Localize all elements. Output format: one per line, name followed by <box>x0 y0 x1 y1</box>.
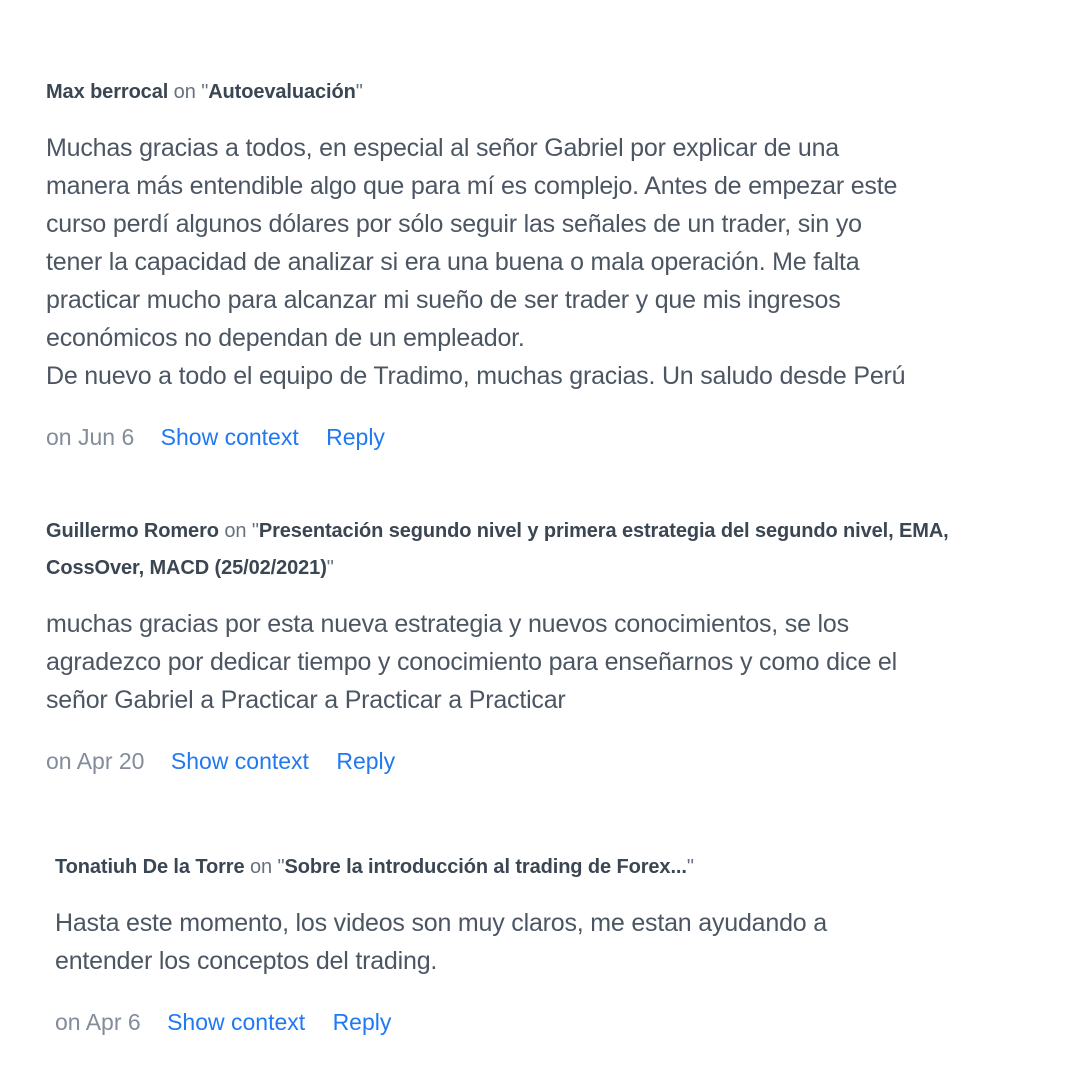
comment-lesson-title: Presentación segundo nivel y primera estrategia del segundo nivel, EMA, CossOver, MACD (25/02/2021) <box>46 520 949 579</box>
comment-body-line: manera más entendible algo que para mí es complejo. Antes de empezar este <box>46 172 898 200</box>
reply-link[interactable]: Reply <box>336 748 396 774</box>
comment-body-line: tener la capacidad de analizar si era una buena o mala operación. Me falta <box>46 248 860 276</box>
comment-lesson-title: Autoevaluación <box>208 81 356 103</box>
comment-header <box>46 513 1011 587</box>
comment-body-line: entender los conceptos del trading. <box>55 947 438 975</box>
comment-item <box>46 74 1030 453</box>
reply-link[interactable]: Reply <box>332 1009 392 1035</box>
open-quote: " <box>251 520 259 542</box>
close-quote: " <box>686 856 694 878</box>
open-quote: " <box>201 81 209 103</box>
comment-item <box>55 849 1030 1038</box>
comment-on-connector: on <box>173 81 196 103</box>
comment-lesson-title: Sobre la introducción al trading de Forex... <box>284 856 687 878</box>
comment-body-line: curso perdí algunos dólares por sólo seguir las señales de un trader, sin yo <box>46 210 862 238</box>
comment-author: Max berrocal <box>46 81 169 103</box>
close-quote: " <box>355 81 363 103</box>
comment-body-line: Muchas gracias a todos, en especial al señor Gabriel por explicar de una <box>46 134 839 162</box>
comment-meta <box>46 745 1030 777</box>
comment-body-line: De nuevo a todo el equipo de Tradimo, muchas gracias. Un saludo desde Perú <box>46 362 906 390</box>
comment-author: Tonatiuh De la Torre <box>55 856 245 878</box>
comment-body-line: Hasta este momento, los videos son muy claros, me estan ayudando a <box>55 909 827 937</box>
comment-body <box>46 605 1021 719</box>
comment-body-line: practicar mucho para alcanzar mi sueño de ser trader y que mis ingresos <box>46 286 841 314</box>
open-quote: " <box>277 856 285 878</box>
comment-item <box>46 513 1030 777</box>
comment-body <box>46 129 1021 395</box>
comment-date: on Apr 20 <box>46 748 145 774</box>
show-context-link[interactable]: Show context <box>167 1009 306 1035</box>
comment-on-connector: on <box>224 520 247 542</box>
comment-body-line: señor Gabriel a Practicar a Practicar a Practicar <box>46 686 566 714</box>
comment-on-connector: on <box>249 856 273 878</box>
show-context-link[interactable]: Show context <box>160 424 299 450</box>
comment-body-line: económicos no dependan de un empleador. <box>46 324 525 352</box>
comment-author: Guillermo Romero <box>46 520 219 542</box>
comment-header <box>46 74 1011 111</box>
comment-meta <box>55 1006 1030 1038</box>
comment-meta <box>46 421 1030 453</box>
comment-header <box>55 849 1020 886</box>
show-context-link[interactable]: Show context <box>170 748 309 774</box>
comment-date: on Jun 6 <box>46 424 135 450</box>
comment-body-line: muchas gracias por esta nueva estrategia y nuevos conocimientos, se los <box>46 610 849 638</box>
reply-link[interactable]: Reply <box>326 424 385 450</box>
comment-body <box>55 904 1030 980</box>
comment-date: on Apr 6 <box>55 1009 141 1035</box>
comment-body-line: agradezco por dedicar tiempo y conocimiento para enseñarnos y como dice el <box>46 648 897 676</box>
close-quote: " <box>326 557 334 579</box>
